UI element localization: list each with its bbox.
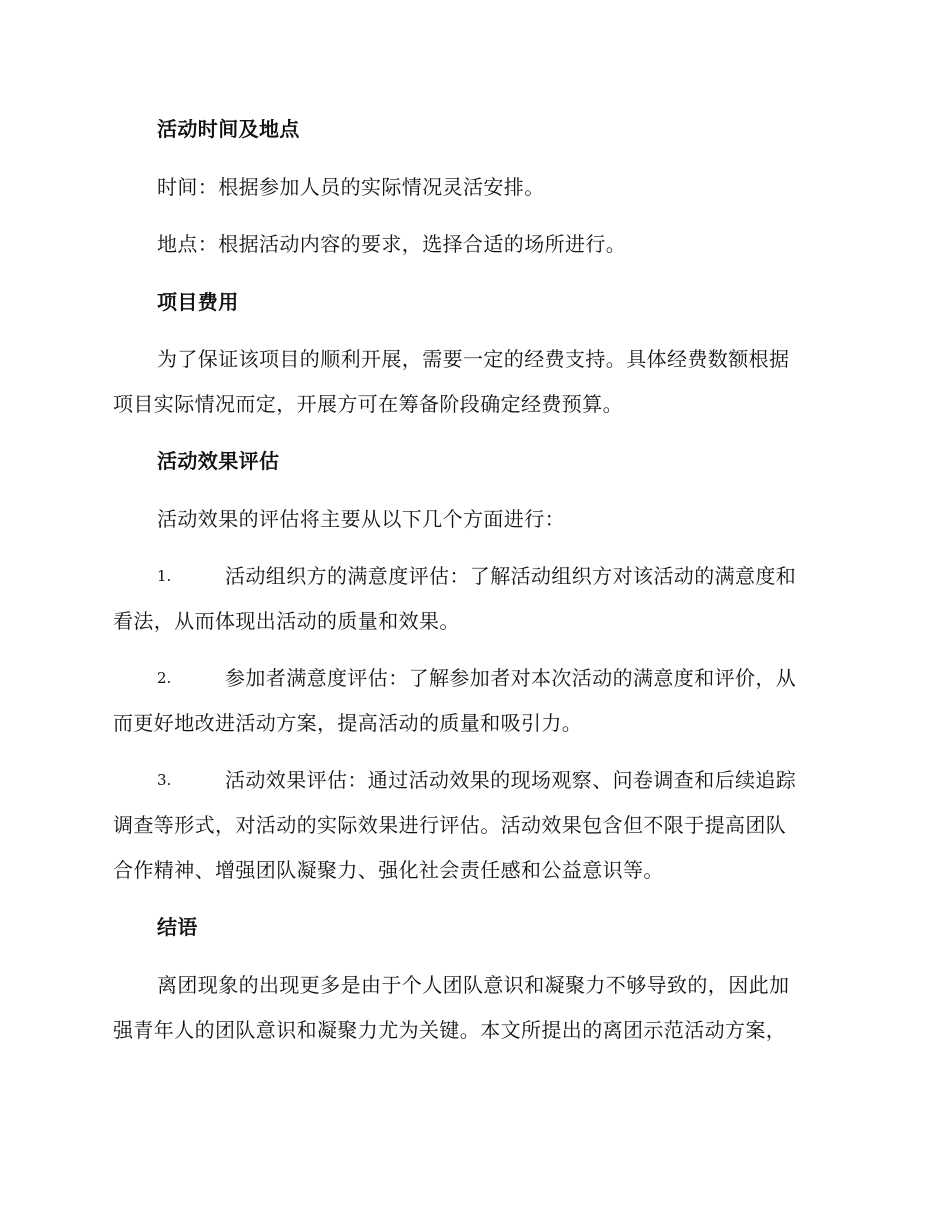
conclusion-paragraph-line-1: 离团现象的出现更多是由于个人团队意识和凝聚力不够导致的，因此加	[157, 973, 790, 997]
cost-paragraph-line-1: 为了保证该项目的顺利开展，需要一定的经费支持。具体经费数额根据	[157, 347, 790, 371]
list-item-2-line-2: 而更好地改进活动方案，提高活动的质量和吸引力。	[113, 711, 583, 735]
list-item-3-line-1: 活动效果评估：通过活动效果的现场观察、问卷调查和后续追踪	[225, 768, 797, 792]
section-heading-cost: 项目费用	[157, 290, 239, 314]
list-item-1-line-2: 看法，从而体现出活动的质量和效果。	[113, 609, 460, 633]
list-item-number-1: 1.	[157, 567, 172, 585]
conclusion-paragraph-line-2: 强青年人的团队意识和凝聚力尤为关键。本文所提出的离团示范活动方案，	[113, 1018, 787, 1042]
section-heading-conclusion: 结语	[157, 915, 198, 939]
list-item-number-3: 3.	[157, 771, 172, 789]
section-heading-time-place: 活动时间及地点	[157, 117, 300, 141]
evaluation-intro: 活动效果的评估将主要从以下几个方面进行：	[157, 507, 565, 531]
list-item-1-line-1: 活动组织方的满意度评估：了解活动组织方对该活动的满意度和	[225, 564, 797, 588]
cost-paragraph-line-2: 项目实际情况而定，开展方可在筹备阶段确定经费预算。	[113, 392, 623, 416]
time-paragraph: 时间：根据参加人员的实际情况灵活安排。	[157, 175, 545, 199]
list-item-number-2: 2.	[157, 669, 172, 687]
place-paragraph: 地点：根据活动内容的要求，选择合适的场所进行。	[157, 232, 627, 256]
list-item-2-line-1: 参加者满意度评估：了解参加者对本次活动的满意度和评价，从	[225, 666, 797, 690]
section-heading-evaluation: 活动效果评估	[157, 449, 280, 473]
list-item-3-line-2: 调查等形式，对活动的实际效果进行评估。活动效果包含但不限于提高团队	[113, 813, 787, 837]
list-item-3-line-3: 合作精神、增强团队凝聚力、强化社会责任感和公益意识等。	[113, 858, 664, 882]
